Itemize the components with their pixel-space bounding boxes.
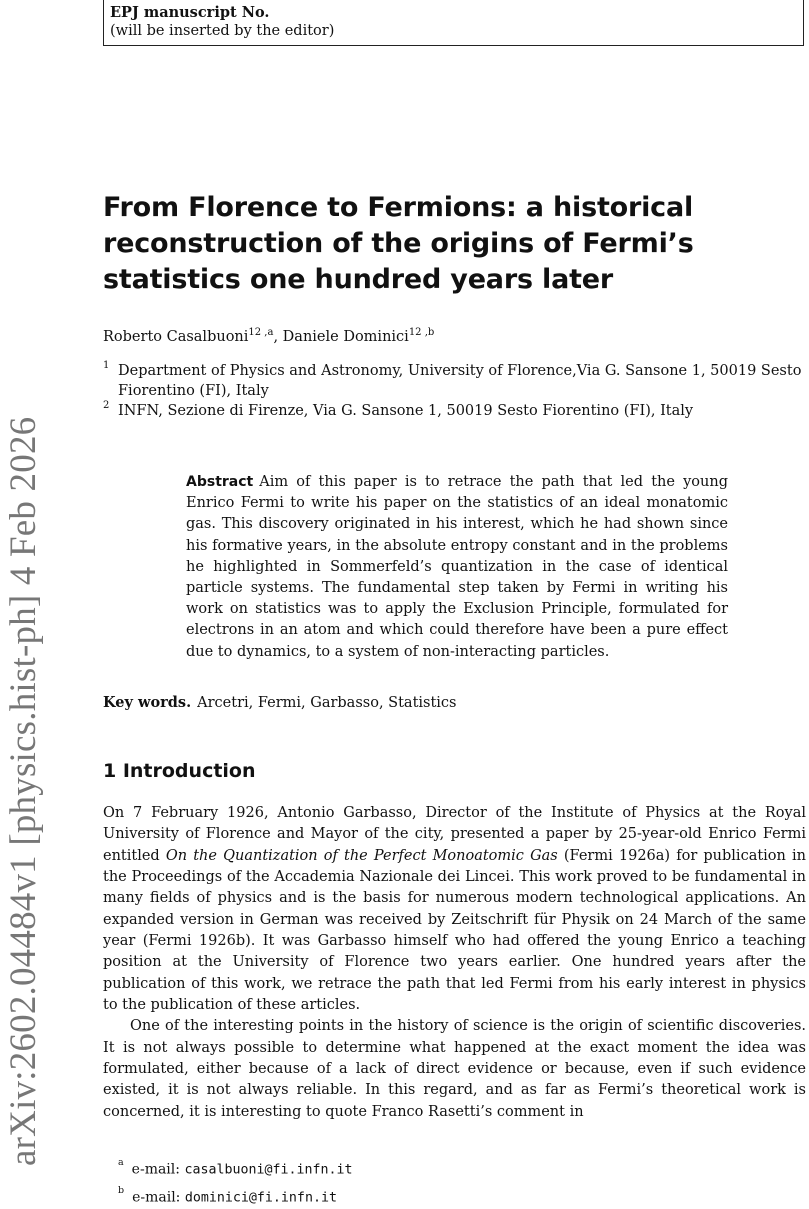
footnote-label: e-mail: [132, 1189, 181, 1206]
affiliation-text: INFN, Sezione di Firenze, Via G. Sansone 1, 50019 Sesto Fiorentino (FI), Italy [118, 403, 694, 419]
paragraph-text: On 7 February 1926, Antonio Garbasso, Director of the Institute of Physics at the Royal University of Florence and Mayor of the city, presented a paper by 25-year-old Enrico Fermi entitled [103, 805, 806, 864]
affiliation-number: 1 [103, 360, 110, 371]
author-list [103, 323, 434, 347]
footnote-label: e-mail: [131, 1161, 180, 1178]
journal-header-box [103, 0, 804, 46]
email-link[interactable]: dominici@fi.infn.it [184, 1190, 337, 1206]
paragraph [103, 803, 806, 1016]
arxiv-sidebar-stamp: arXiv:2602.04484v1 [physics.hist-ph] 4 Feb 2026 [3, 416, 44, 1166]
paper-title: From Florence to Fermions: a historical reconstruction of the origins of Fermi’s statistics one hundred years later [103, 192, 694, 295]
affiliation-item [103, 401, 809, 421]
paragraph-text: (Fermi 1926a) for publication in the Proceedings of the Accademia Nazionale dei Lincei. This work proved to be fundamental in many fields of physics and is the basis for numerous modern technological applications. An expanded version in German was received by Zeitschrift für Physik on 24 March of the same year (Fermi 1926b). It was Garbasso himself who had offered the young Enrico a teaching position at the University of Florence two years earlier. One hundred years after the publication of this work, we retrace the path that led Fermi from his early interest in physics to the publication of these articles. [103, 847, 806, 1014]
footnote [118, 1182, 353, 1209]
footnotes [118, 1154, 353, 1209]
affiliation-number: 2 [103, 400, 110, 411]
keywords-label: Key words. [103, 694, 192, 711]
cited-title: On the Quantization of the Perfect Monoatomic Gas [165, 847, 558, 864]
keywords [103, 693, 457, 713]
affiliation-text: Department of Physics and Astronomy, University of Florence,Via G. Sansone 1, 50019 Sesto Fiorentino (FI), Italy [118, 363, 802, 399]
abstract-text: Aim of this paper is to retrace the path that led the young Enrico Fermi to write his paper on the statistics of an ideal monatomic gas. This discovery originated in his interest, which he had shown since his formative years, in the absolute entropy constant and in the problems he highlighted in Sommerfeld’s quantization in the case of identical particle systems. The fundamental step taken by Fermi in writing his work on statistics was to apply the Exclusion Principle, formulated for electrons in an atom and which could therefore have been a pure effect due to dynamics, to a system of non-interacting particles. [186, 474, 728, 660]
body-text [103, 803, 806, 1123]
section-heading: 1 Introduction [103, 760, 256, 782]
affiliation-list [103, 361, 809, 421]
manuscript-label: EPJ manuscript No. [110, 4, 270, 21]
email-link[interactable]: casalbuoni@fi.infn.it [184, 1162, 353, 1178]
footnote [118, 1154, 353, 1182]
author-name: Roberto Casalbuoni [103, 328, 249, 345]
abstract-label: Abstract [186, 474, 254, 490]
paragraph: One of the interesting points in the history of science is the origin of scientific discoveries. It is not always possible to determine what happened at the exact moment the idea was formulated, either because of a lack of direct evidence or because, even if such evidence existed, it is not always reliable. In this regard, and as far as Fermi’s theoretical work is concerned, it is interesting to quote Franco Rasetti’s comment in [103, 1018, 806, 1120]
author-name: Daniele Dominici [282, 328, 409, 345]
author-separator: , [273, 328, 283, 345]
affiliation-item [103, 361, 809, 401]
editor-note: (will be inserted by the editor) [110, 23, 335, 39]
abstract [186, 472, 728, 663]
footnote-mark: a [118, 1157, 124, 1168]
footnote-mark: b [118, 1184, 125, 1196]
author-affil-mark: 12 ,a [248, 327, 274, 338]
author-affil-mark: 12 ,b [408, 327, 435, 338]
keywords-text: Arcetri, Fermi, Garbasso, Statistics [197, 695, 457, 711]
